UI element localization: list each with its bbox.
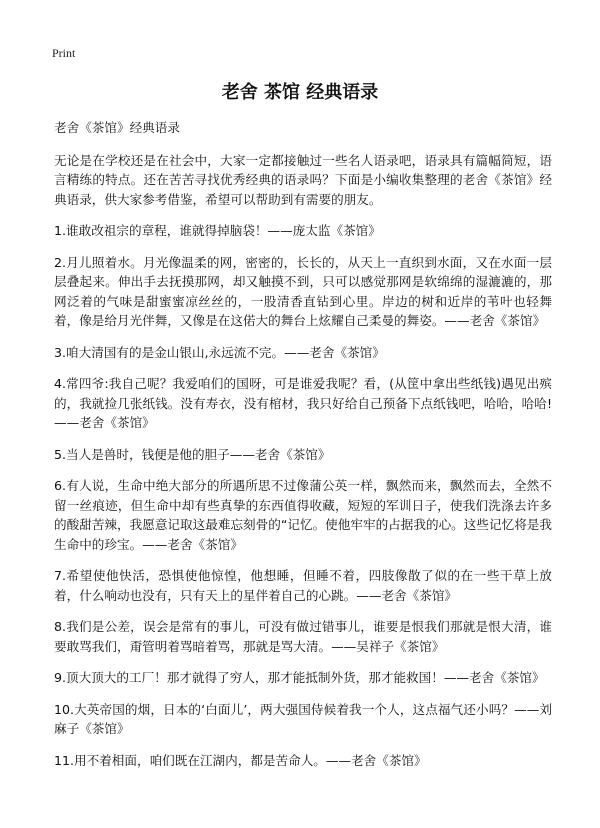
quote-item: 2.月儿照着水。月光像温柔的网，密密的，长长的，从天上一直织到水面，又在水面一层层叠起来。伸出手去抚摸那网，却又触摸不到，只可以感觉那网是软绵绵的湿漉漉的，那网泛着的气味是甜蜜蜜凉丝丝的，一股清香直钻到心里。岸边的树和近岸的苇叶也轻舞着，像是给月光伴舞，又像是在这偌大的舞台上炫耀自己柔曼的舞姿。——老舍《茶馆》: [54, 254, 552, 328]
quote-item: 6.有人说，生命中绝大部分的所遇所思不过像蒲公英一样，飘然而来，飘然而去，全然不留一丝痕迹，但生命中却有些真挚的东西值得收藏，短短的军训日子，使我们洗涤去许多的酸甜苦辣，我愿意记取这最难忘刻骨的“记忆。使他牢牢的占据我的心。这些记忆将是我生命中的珍宝。——老舍《茶馆》: [54, 478, 552, 552]
quote-item: 10.大英帝国的烟，日本的‘白面儿’，两大强国侍候着我一个人，这点福气还小吗？——刘麻子《茶馆》: [54, 701, 552, 736]
print-label: Print: [52, 46, 76, 60]
quote-item: 8.我们是公差，误会是常有的事儿，可没有做过错事儿，谁要是恨我们那就是恨大清，谁要敢骂我们，甭管明着骂暗着骂，那就是骂大清。——吴祥子《茶馆》: [54, 619, 552, 654]
article-subtitle: 老舍《茶馆》经典语录: [54, 120, 180, 135]
quote-item: 9.顶大顶大的工厂！那才就得了穷人，那才能抵制外货，那才能救国！——老舍《茶馆》: [54, 670, 545, 685]
quote-item: 11.用不着相面，咱们既在江湖内，都是苦命人。——老舍《茶馆》: [54, 752, 427, 768]
quote-item: 4.常四爷:我自己呢？我爱咱们的国呀，可是谁爱我呢？看，(从筐中拿出些纸钱)遇见出殡的，我就捡几张纸钱。没有寿衣，没有棺材，我只好给自己预备下点纸钱吧，哈哈，哈哈!——老舍《茶馆》: [54, 376, 552, 430]
quote-item: 5.当人是兽时，钱便是他的胆子——老舍《茶馆》: [54, 446, 331, 462]
quote-item: 7.希望使他快活，恐惧使他惊惶，他想睡，但睡不着，四肢像散了似的在一些干草上放着，什么响动也没有，只有天上的星伴着自己的心跳。——老舍《茶馆》: [54, 568, 552, 603]
quote-item: 1.谁敢改祖宗的章程，谁就得掉脑袋！——庞太监《茶馆》: [54, 223, 381, 238]
page-title: 老舍 茶馆 经典语录: [221, 82, 379, 103]
article-body: [54, 118, 552, 782]
intro-paragraph: 无论是在学校还是在社会中，大家一定都接触过一些名人语录吧，语录具有篇幅简短，语言精练的特点。还在苦苦寻找优秀经典的语录吗？下面是小编收集整理的老舍《茶馆》经典语录，供大家参考借鉴，希望可以帮助到有需要的朋友。: [54, 152, 552, 207]
quote-item: 3.咱大清国有的是金山银山,永远流不完。——老舍《茶馆》: [54, 344, 385, 360]
